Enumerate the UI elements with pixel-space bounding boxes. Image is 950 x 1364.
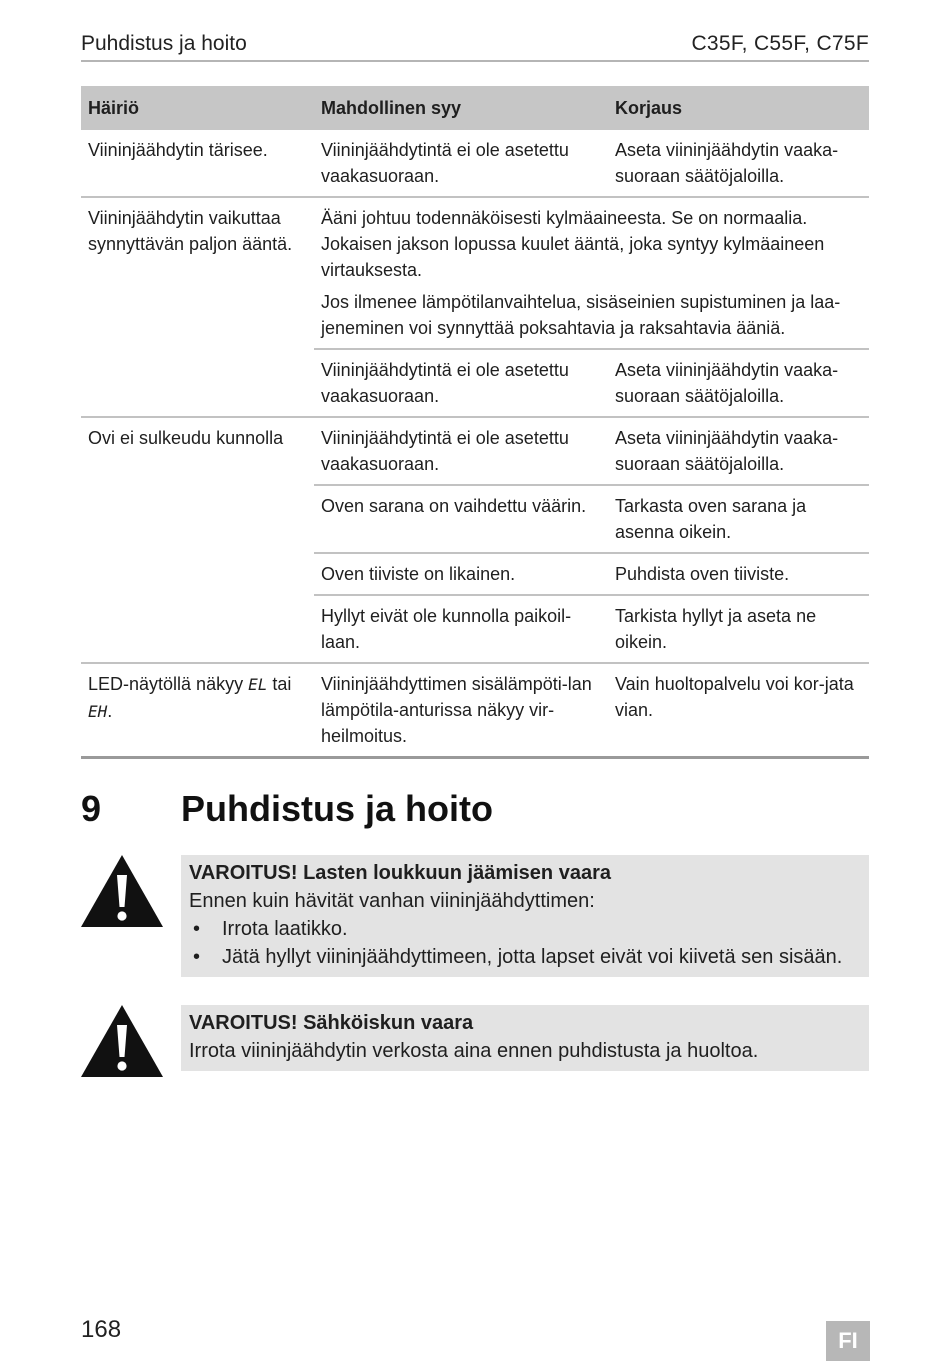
- header-model-list: C35F, C55F, C75F: [691, 32, 869, 55]
- fault-cell: [81, 663, 314, 758]
- error-code-el: EL: [248, 675, 268, 694]
- error-code-eh: EH: [88, 702, 108, 721]
- warning-title: VAROITUS! Sähköiskun vaara: [189, 1012, 474, 1034]
- page-number: 168: [81, 1316, 122, 1343]
- warning-box-child-trap: [181, 855, 869, 977]
- warning-triangle-icon: [81, 855, 163, 927]
- column-header-fault: Häiriö: [81, 86, 314, 130]
- table-row: [81, 130, 869, 197]
- note-paragraph: Ääni johtuu todennäköisesti kylmäaineesta. Se on normaalia. Jokaisen jakson lopussa kuulet ääntä, joka syntyy kylmäaineen virtauksesta.: [321, 208, 825, 280]
- table-row: [81, 417, 869, 485]
- warning-title: VAROITUS! Lasten loukkuun jäämisen vaara: [189, 862, 611, 884]
- language-badge: FI: [826, 1321, 870, 1361]
- table-row: [81, 197, 869, 349]
- note-paragraph: Jos ilmenee lämpötilanvaihtelua, sisäseinien supistuminen ja laa-jeneminen voi synnyttää poksahtavia ja raksahtavia ääniä.: [321, 292, 841, 338]
- fault-text: .: [107, 701, 113, 721]
- table-row: [81, 663, 869, 758]
- list-item: • Irrota laatikko.: [189, 915, 861, 943]
- warning-bullet-list: [189, 915, 861, 971]
- fix-cell: Puhdista oven tiiviste.: [608, 553, 869, 595]
- list-item: • Jätä hyllyt viininjäähdyttimeen, jotta lapset eivät voi kiivetä sen sisään.: [189, 943, 861, 971]
- fix-cell: Aseta viininjäähdytin vaaka-suoraan säätöjaloilla.: [608, 349, 869, 417]
- cause-cell: Viininjäähdytintä ei ole asetettu vaakasuoraan.: [314, 349, 608, 417]
- cause-cell: Viininjäähdytintä ei ole asetettu vaakasuoraan.: [314, 130, 608, 197]
- warning-box-electric-shock: [181, 1005, 869, 1071]
- fault-cell: Ovi ei sulkeudu kunnolla: [81, 417, 314, 663]
- fault-cell: Viininjäähdytin tärisee.: [81, 130, 314, 197]
- cause-cell: Oven tiiviste on likainen.: [314, 553, 608, 595]
- cause-cell: Hyllyt eivät ole kunnolla paikoil-laan.: [314, 595, 608, 663]
- fault-cell: Viininjäähdytin vaikuttaa synnyttävän paljon ääntä.: [81, 197, 314, 417]
- cause-cell: Oven sarana on vaihdettu väärin.: [314, 485, 608, 553]
- fix-cell: Aseta viininjäähdytin vaaka-suoraan säätöjaloilla.: [608, 130, 869, 197]
- note-cell: [314, 197, 869, 349]
- fix-cell: Tarkasta oven sarana ja asenna oikein.: [608, 485, 869, 553]
- section-title: Puhdistus ja hoito: [181, 788, 493, 829]
- column-header-cause: Mahdollinen syy: [314, 86, 608, 130]
- column-header-fix: Korjaus: [608, 86, 869, 130]
- warning-intro: Ennen kuin hävität vanhan viininjäähdyttimen:: [189, 890, 595, 912]
- fix-cell: Aseta viininjäähdytin vaaka-suoraan säätöjaloilla.: [608, 417, 869, 485]
- fix-cell: Vain huoltopalvelu voi kor-jata vian.: [608, 663, 869, 758]
- warning-text: Irrota viininjäähdytin verkosta aina ennen puhdistusta ja huoltoa.: [189, 1040, 759, 1062]
- fix-cell: Tarkista hyllyt ja aseta ne oikein.: [608, 595, 869, 663]
- header-section-title: Puhdistus ja hoito: [81, 32, 247, 55]
- section-number: 9: [81, 788, 102, 829]
- cause-cell: Viininjäähdytintä ei ole asetettu vaakasuoraan.: [314, 417, 608, 485]
- fault-text: tai: [267, 674, 292, 694]
- troubleshooting-table: [81, 86, 869, 759]
- table-header-row: [81, 86, 869, 130]
- page-header: [81, 30, 869, 62]
- warning-triangle-icon: [81, 1005, 163, 1077]
- fault-text: LED-näytöllä näkyy: [88, 674, 249, 694]
- cause-cell: Viininjäähdyttimen sisälämpöti-lan lämpötila-anturissa näkyy vir-heilmoitus.: [314, 663, 608, 758]
